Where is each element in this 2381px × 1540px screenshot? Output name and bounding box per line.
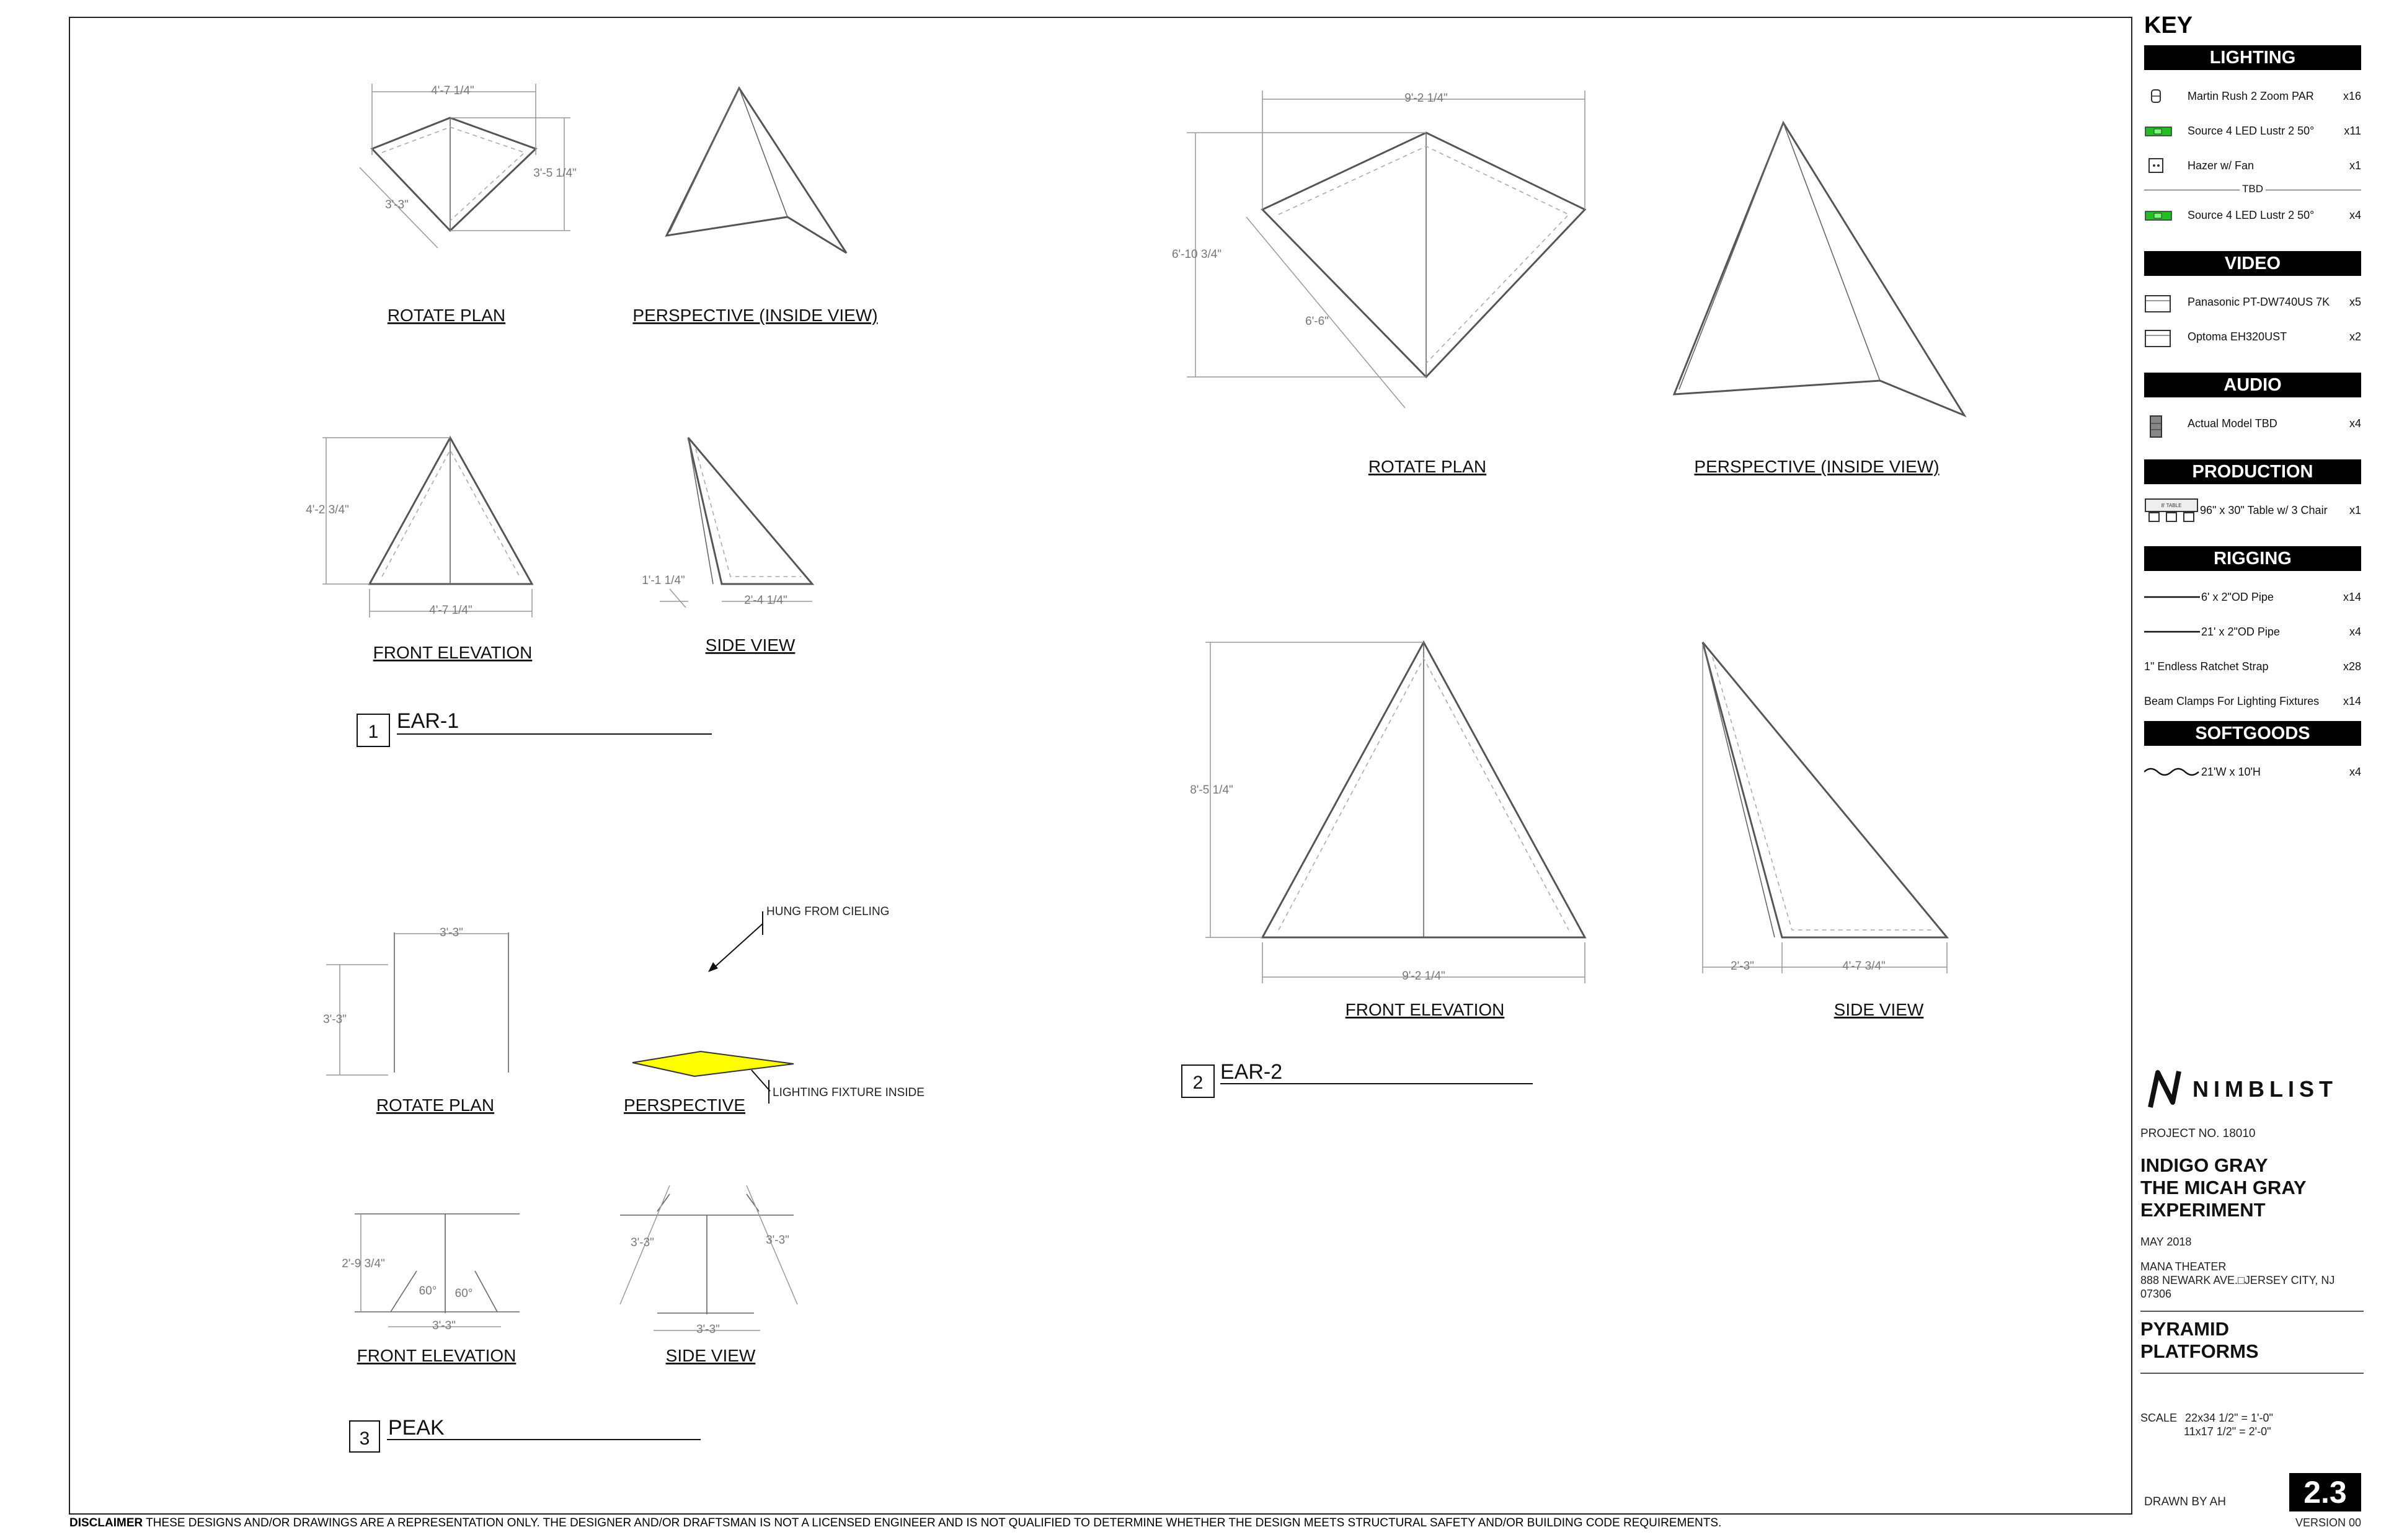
peak-side-width-dim: 3'-3" — [696, 1323, 720, 1336]
lighting-item-label: Martin Rush 2 Zoom PAR — [2188, 90, 2314, 102]
ear2-plan-depth-dim: 6'-10 3/4" — [1171, 248, 1222, 261]
ear2-front-width-dim: 9'-2 1/4" — [1402, 970, 1445, 983]
peak-rotate-plan-label: ROTATE PLAN — [376, 1095, 495, 1115]
production-item — [2144, 493, 2361, 528]
key-title: KEY — [2144, 12, 2193, 38]
ear2-perspective-label: PERSPECTIVE (INSIDE VIEW) — [1694, 457, 1940, 476]
sheet-number: 2.3 — [2289, 1473, 2361, 1511]
rigging-item-label: 21' x 2"OD Pipe — [2201, 626, 2280, 638]
lighting-tbd-item — [2144, 198, 2361, 232]
speaker-icon — [2144, 415, 2166, 432]
ear1-rotate-plan — [360, 84, 577, 248]
audio-item-label: Actual Model TBD — [2188, 417, 2277, 430]
ear1-rotate-plan-label: ROTATE PLAN — [387, 306, 506, 325]
lighting-item — [2144, 79, 2361, 113]
ear1-front-elevation-label: FRONT ELEVATION — [373, 643, 533, 662]
peak-plan-height-dim: 3'-3" — [323, 1013, 347, 1026]
svg-text:8' TABLE: 8' TABLE — [2161, 503, 2182, 508]
ear2-front-elevation-label: FRONT ELEVATION — [1345, 1000, 1505, 1019]
peak-hung-note: HUNG FROM CIELING — [766, 905, 890, 918]
lighting-list — [2144, 79, 2361, 183]
peak-side-view-label: SIDE VIEW — [665, 1346, 756, 1365]
peak-front-elevation-label: FRONT ELEVATION — [357, 1346, 517, 1365]
softgoods-item — [2144, 755, 2361, 789]
production-list — [2144, 493, 2361, 528]
lighting-item — [2144, 113, 2361, 148]
softgoods-item-qty: x4 — [2349, 766, 2361, 778]
peak-side-right-dim: 3'-3" — [766, 1234, 789, 1247]
video-item-label: Optoma EH320UST — [2188, 330, 2287, 343]
ear1-front-width-dim: 4'-7 1/4" — [429, 604, 472, 617]
ear1-plan-width-dim: 4'-7 1/4" — [431, 84, 474, 97]
peak-side-view — [620, 1185, 797, 1336]
lighting-item-label: Hazer w/ Fan — [2188, 159, 2255, 172]
nimblist-logo: NIMBLIST — [2145, 1066, 2364, 1112]
peak-angle-right-dim: 60° — [454, 1287, 473, 1300]
rigging-item-qty: x14 — [2343, 591, 2361, 603]
production-heading: PRODUCTION — [2144, 459, 2361, 484]
projector-icon — [2144, 293, 2166, 311]
ear1-side-base-dim: 2'-4 1/4" — [744, 594, 787, 607]
drawn-by: DRAWN BY AH — [2144, 1495, 2226, 1508]
video-item — [2144, 285, 2361, 319]
softgoods-list — [2144, 755, 2361, 789]
rigging-heading: RIGGING — [2144, 546, 2361, 571]
ear1-front-height-dim: 4'-2 3/4" — [306, 503, 349, 516]
peak-plan-width-dim: 3'-3" — [440, 926, 463, 939]
ear2-rotate-plan-label: ROTATE PLAN — [1368, 457, 1487, 476]
rigging-item-qty: x14 — [2343, 695, 2361, 707]
lighting-item — [2144, 148, 2361, 183]
tbd-divider: TBD — [2144, 183, 2361, 198]
led-fixture-icon — [2144, 206, 2166, 224]
lighting-item-qty: x11 — [2344, 125, 2361, 137]
ear2-front-elevation — [1190, 642, 1585, 983]
ear2-side-view-label: SIDE VIEW — [1833, 1000, 1924, 1019]
ear1-plan-side-dim: 3'-3" — [385, 198, 409, 211]
key-panel — [2144, 10, 2361, 789]
lighting-heading: LIGHTING — [2144, 45, 2361, 70]
video-list — [2144, 285, 2361, 354]
softgoods-item-label: 21'W x 10'H — [2201, 766, 2261, 778]
audio-list — [2144, 406, 2361, 441]
peak-side-left-dim: 3'-3" — [631, 1236, 654, 1249]
zip: 07306 — [2140, 1288, 2172, 1300]
peak-number: 3 — [359, 1428, 370, 1449]
peak-rotate-plan — [323, 926, 508, 1075]
scale: SCALE 22x34 1/2" = 1'-0" 11x17 1/2" = 2'-0" — [2140, 1412, 2273, 1438]
ear2-side-base-dim: 4'-7 3/4" — [1842, 960, 1886, 973]
lighting-fixture-shape — [632, 1051, 794, 1076]
ear1-front-elevation — [306, 438, 532, 617]
ear2-front-height-dim: 8'-5 1/4" — [1190, 784, 1233, 797]
sheet-title: PYRAMID PLATFORMS — [2140, 1318, 2259, 1362]
rigging-list — [2144, 580, 2361, 719]
ear2-plan-width-dim: 9'-2 1/4" — [1404, 92, 1448, 105]
peak-title: PEAK — [388, 1416, 445, 1440]
rigging-item-qty: x4 — [2349, 626, 2361, 638]
ear2-title-marker — [1182, 1060, 1533, 1097]
lighting-item-label: Source 4 LED Lustr 2 50° — [2188, 125, 2315, 137]
rigging-item-qty: x28 — [2343, 660, 2361, 673]
pipe-icon — [2144, 623, 2166, 640]
ear1-number: 1 — [368, 722, 379, 742]
video-heading: VIDEO — [2144, 251, 2361, 276]
address: 888 NEWARK AVE.□JERSEY CITY, NJ — [2140, 1274, 2335, 1286]
ear1-plan-depth-dim: 3'-5 1/4" — [533, 167, 577, 180]
par-fixture-icon — [2144, 87, 2166, 105]
peak-fixture-note: LIGHTING FIXTURE INSIDE — [773, 1086, 924, 1099]
peak-perspective — [632, 905, 924, 1104]
ear2-rotate-plan — [1172, 91, 1585, 408]
video-item-qty: x2 — [2349, 330, 2361, 343]
peak-front-height-dim: 2'-9 3/4" — [342, 1257, 385, 1270]
ear2-side-view — [1703, 642, 1947, 973]
ear2-perspective — [1674, 123, 1964, 415]
audio-item-qty: x4 — [2349, 417, 2361, 430]
ear1-side-left-dim: 1'-1 1/4" — [642, 574, 685, 587]
audio-heading: AUDIO — [2144, 373, 2361, 397]
date: MAY 2018 — [2140, 1236, 2192, 1248]
projector-icon — [2144, 328, 2166, 345]
venue: MANA THEATER — [2140, 1260, 2227, 1273]
disclaimer: DISCLAIMER THESE DESIGNS AND/OR DRAWINGS ARE A REPRESENTATION ONLY. THE DESIGNER AND/OR DRAFTSMAN IS NOT A LICENSED ENGINEER AND IS NOT QUALIFIED TO DETERMINE WHETHER THE DESIGN MEETS STRUCTURAL SAFETY AND/OR BUILDING CODE REQUIREMENTS. — [69, 1516, 1722, 1529]
ear1-side-view-label: SIDE VIEW — [705, 635, 796, 655]
peak-front-width-dim: 3'-3" — [432, 1319, 456, 1332]
peak-title-marker — [350, 1416, 701, 1452]
led-fixture-icon — [2144, 122, 2166, 139]
peak-angle-left-dim: 60° — [419, 1285, 437, 1298]
ear1-title-marker — [357, 709, 712, 746]
project-number: PROJECT NO. 18010 — [2140, 1127, 2256, 1140]
peak-front-elevation — [342, 1214, 520, 1332]
lighting-item-qty: x1 — [2349, 159, 2361, 172]
lighting-tbd-list — [2144, 198, 2361, 232]
drape-icon — [2144, 763, 2166, 781]
pipe-icon — [2144, 588, 2166, 606]
lighting-tbd-item-qty: x4 — [2349, 209, 2361, 221]
rigging-item — [2144, 614, 2361, 649]
table-icon — [2144, 497, 2182, 514]
production-item-label: 96" x 30" Table w/ 3 Chair — [2200, 504, 2328, 516]
rigging-item-label: Beam Clamps For Lighting Fixtures — [2144, 695, 2320, 707]
hazer-icon — [2144, 157, 2166, 174]
ear1-side-view — [642, 438, 812, 608]
rigging-item — [2144, 684, 2361, 719]
ear2-number: 2 — [1192, 1073, 1204, 1093]
rigging-item-label: 6' x 2"OD Pipe — [2201, 591, 2274, 603]
ear1-title: EAR-1 — [397, 709, 459, 733]
ear2-plan-side-dim: 6'-6" — [1305, 315, 1329, 328]
production-item-qty: x1 — [2349, 504, 2361, 516]
video-item-label: Panasonic PT-DW740US 7K — [2188, 296, 2330, 308]
rigging-item-label: 1" Endless Ratchet Strap — [2144, 660, 2269, 673]
rigging-item — [2144, 649, 2361, 684]
video-item-qty: x5 — [2349, 296, 2361, 308]
lighting-item-qty: x16 — [2343, 90, 2361, 102]
ear1-perspective-label: PERSPECTIVE (INSIDE VIEW) — [632, 306, 878, 325]
ear1-perspective — [667, 88, 846, 253]
ear2-title: EAR-2 — [1220, 1060, 1283, 1084]
softgoods-heading: SOFTGOODS — [2144, 721, 2361, 746]
nimblist-logo-icon — [2145, 1066, 2185, 1112]
rigging-item — [2144, 580, 2361, 614]
ear2-side-left-dim: 2'-3" — [1731, 960, 1754, 973]
peak-perspective-label: PERSPECTIVE — [623, 1095, 746, 1115]
version: VERSION 00 — [2295, 1516, 2361, 1529]
video-item — [2144, 319, 2361, 354]
drawing-border — [69, 17, 2132, 1514]
audio-item — [2144, 406, 2361, 441]
show-title: INDIGO GRAY THE MICAH GRAY EXPERIMENT — [2140, 1154, 2307, 1221]
title-block — [2140, 1066, 2364, 1438]
lighting-tbd-item-label: Source 4 LED Lustr 2 50° — [2188, 209, 2315, 221]
